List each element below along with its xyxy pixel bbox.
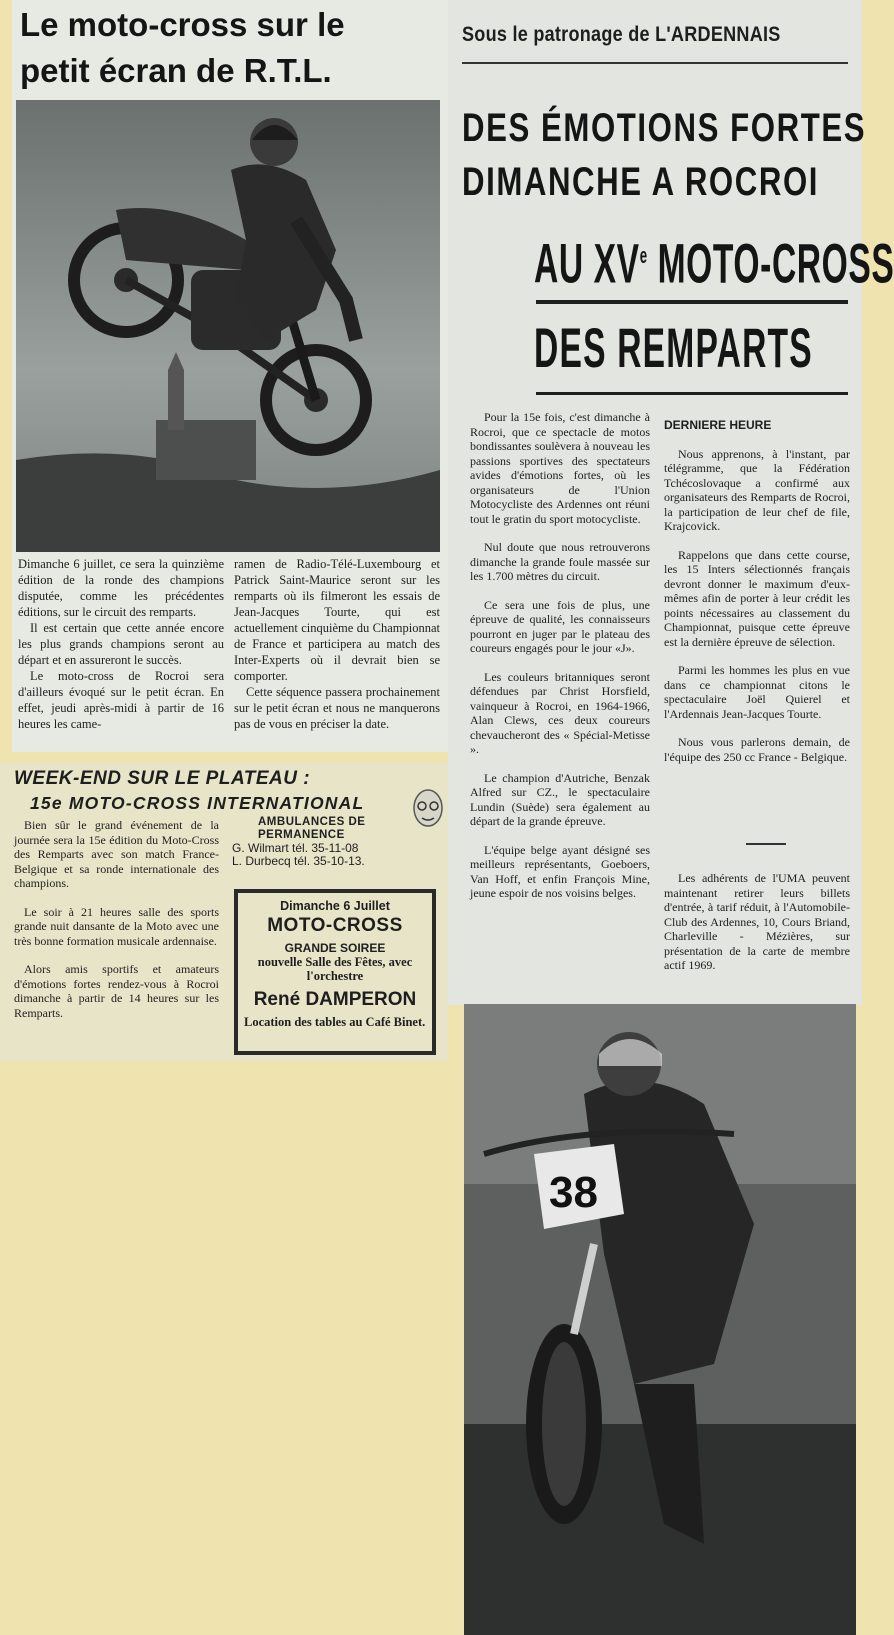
ambulances-title: AMBULANCES DE PERMANENCE (258, 816, 366, 841)
rtl-headline (20, 2, 440, 94)
article-paragraph: Nul doute que nous retrouverons dimanche la grande foule massée sur les 1.700 mètres du circuit. (470, 540, 650, 583)
article-paragraph: Le champion d'Autriche, Benzak Alfred sur CZ., le spectaculaire Lundin (Suède) sera également au départ de la grande épreuve. (470, 770, 650, 828)
weekend-headline: WEEK-END SUR LE PLATEAU : (14, 768, 311, 789)
weekend-subheadline: 15e MOTO-CROSS INTERNATIONAL (30, 793, 365, 813)
ambulances-block (232, 816, 438, 868)
weekend-body (14, 818, 219, 1034)
advert-title: MOTO-CROSS (267, 915, 403, 936)
headline-line4: DES REMPARTS (534, 316, 813, 379)
rider-number: 38 (549, 1168, 598, 1217)
rtl-paragraph: Dimanche 6 juillet, ce sera la quinzième édition de la ronde des champions disputée, comme les précédentes éditions, sur le circuit des remparts. (18, 557, 224, 619)
clipping-weekend (0, 762, 448, 1062)
patronage-line: Sous le patronage de L'ARDENNAIS (462, 23, 781, 46)
headline-line1: DES ÉMOTIONS FORTES (462, 106, 867, 150)
derniere-heure-heading: DERNIERE HEURE (664, 418, 772, 432)
clipping-rocroi (448, 0, 894, 1635)
uma-paragraph: Les adhérents de l'UMA peuvent maintenant retirer leurs billets d'entrée, à tarif réduit, à l'Automobile-Club des Ardennes, 10, Cours Briand, Charleville - Mézières, sur présentation de la carte de membre actif 1969. (664, 871, 850, 972)
rtl-headline-line1: Le moto-cross sur le (20, 6, 345, 43)
rtl-paragraph: Cette séquence passera prochainement sur le petit écran et nous ne manquerons pas de vous en préciser la date. (234, 685, 440, 731)
weekend-paragraph: Bien sûr le grand événement de la journée sera la 15e édition du Moto-Cross des Remparts avec son match France-Belgique et sa ronde internationale des champions. (14, 818, 219, 890)
motocross-rider-38-photo (464, 1004, 856, 1635)
headline-line3 (534, 226, 894, 294)
divider (536, 392, 848, 395)
advert-subtitle: GRANDE SOIREE (284, 941, 386, 955)
divider (746, 843, 786, 845)
weekend-paragraph: Alors amis sportifs et amateurs d'émotions fortes rendez-vous à Rocroi dimanche à partir de 14 heures sur les Remparts. (14, 962, 219, 1020)
headline-au: AU XV (534, 231, 640, 295)
rtl-paragraph: Le moto-cross de Rocroi sera d'ailleurs évoqué sur le petit écran. En effet, jeudi après-midi à partir de 16 heures les came- (18, 669, 224, 731)
article-paragraph: Nous vous parlerons demain, de l'équipe des 250 cc France - Belgique. (664, 735, 850, 764)
headline-sup: e (639, 243, 648, 268)
article-paragraph: Parmi les hommes les plus en vue dans ce championnat citons le spectaculaire Joël Quierel et l'Ardennais Jean-Jacques Tourte. (664, 663, 850, 721)
article-column-2 (664, 418, 850, 778)
rtl-headline-line2: petit écran de R.T.L. (20, 52, 332, 89)
clipping-rtl (12, 0, 448, 752)
advert-location: Location des tables au Café Binet. (244, 1015, 426, 1029)
rtl-paragraph: Il est certain que cette année encore les plus grands champions seront au départ et en assureront le succès. (18, 621, 224, 667)
article-paragraph: L'équipe belge ayant désigné ses meilleurs représentants, Goeboers, Van Hoff, et enfin François Mine, jeune espoir de nos voisins belges. (470, 842, 650, 900)
article-paragraph: Nous apprenons, à l'instant, par télégramme, que la Fédération Tchécoslovaque a confirmé aux organisateurs des Remparts de Rocroi, la participation de leur chef de file, Krajcovick. (664, 446, 850, 533)
soiree-advert (234, 889, 436, 1055)
rtl-column-1 (18, 556, 224, 732)
article-paragraph: Ce sera une fois de plus, une épreuve de qualité, les connaisseurs pourront en juger par le plateau des coureurs engagés pour le jour «J». (470, 597, 650, 655)
motocross-jump-photo (16, 100, 440, 552)
weekend-paragraph: Le soir à 21 heures salle des sports grande nuit dansante de la Moto avec une très bonne formation musicale ardennaise. (14, 904, 219, 948)
article-column-1 (470, 410, 650, 915)
rocroi-article (448, 0, 894, 1005)
advert-orchestra: René DAMPERON (253, 989, 417, 1010)
article-paragraph: Les couleurs britanniques seront défendues par Christ Horsfield, vainqueur à Rocroi, en 1964-1966, Alan Clews, ces deux coureurs chevaucheront des « Spécial-Metisse ». (470, 669, 650, 756)
uma-notice (664, 871, 850, 973)
rtl-paragraph: ramen de Radio-Télé-Luxembourg et Patrick Saint-Maurice seront sur les remparts où ils filmeront les essais de Jean-Jacques Tourte, qui est actuellement cinquième du Championnat de France et participera au match des Inter-Experts où il devrait bien se comporter. (234, 557, 440, 683)
headline-line2: DIMANCHE A ROCROI (462, 160, 820, 204)
divider (536, 300, 848, 304)
headline-motocross: MOTO-CROSS (647, 231, 894, 295)
advert-date: Dimanche 6 Juillet (280, 899, 390, 913)
rtl-column-2 (234, 556, 440, 732)
advert-venue: nouvelle Salle des Fêtes, avec l'orchestre (257, 955, 413, 983)
article-paragraph: Rappelons que dans cette course, les 15 Inters sélectionnés français devront donner le maximum d'eux-mêmes afin de porter à leur crédit les points nécessaires au classement du Championnat, puisque cette épreuve est la dernière épreuve de sélection. (664, 547, 850, 649)
ambulance-line: L. Durbecq tél. 35-10-13. (232, 854, 365, 868)
divider (462, 62, 848, 64)
ambulance-line: G. Wilmart tél. 35-11-08 (232, 841, 359, 855)
article-paragraph: Pour la 15e fois, c'est dimanche à Rocroi, que ce spectacle de motos bondissantes soulèvera à nouveau les passions sportives des spectateurs avides d'émotions fortes, où les organisateurs de l'Union Motocycliste des Ardennes ont réuni tout le gratin du sport motocycliste. (470, 410, 650, 526)
